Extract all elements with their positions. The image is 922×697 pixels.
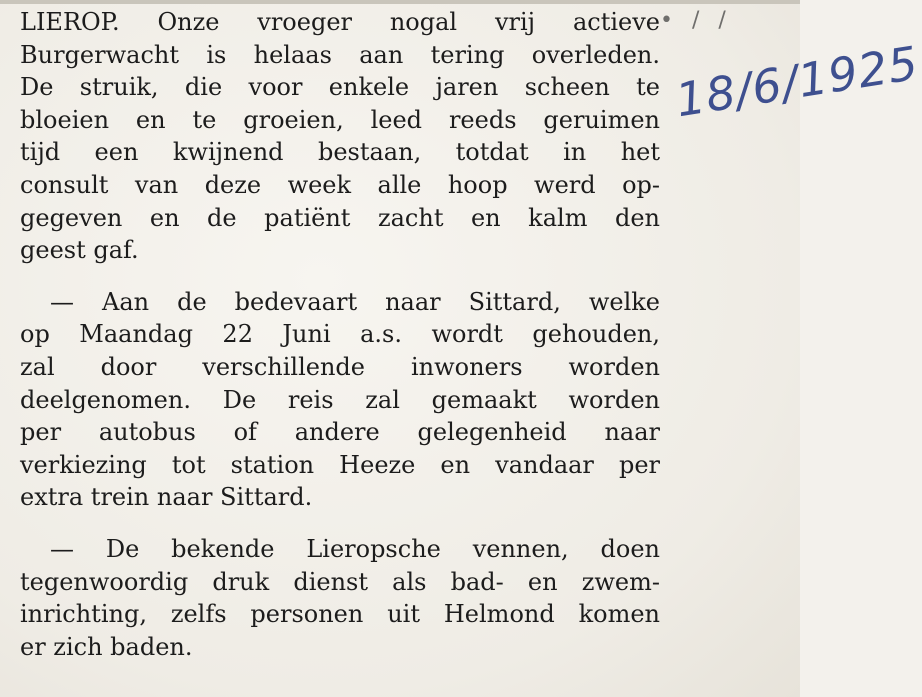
text-line: op Maandag 22 Juni a.s. wordt gehouden, [20,320,660,349]
text-line: per autobus of andere gelegenheid naar [20,418,660,447]
text-line: deelgenomen. De reis zal gemaakt worden [20,385,660,414]
text-line: geest gaf. [20,236,139,265]
text-line: De struik, die voor enkele jaren scheen te [20,73,660,102]
paragraph-bedevaart [20,286,660,514]
article-text [20,6,660,663]
text-line: zal door verschillende inwoners worden [20,352,660,381]
scan-edge [0,0,800,4]
text-line: verkiezing tot station Heeze en vandaar per [20,450,660,479]
text-line: Burgerwacht is helaas aan tering overleden. [20,40,660,69]
text-line: inrichting, zelfs personen uit Helmond komen [20,600,660,629]
text-line: — De bekende Lieropsche vennen, doen [50,534,660,563]
text-line: consult van deze week alle hoop werd op- [20,170,660,199]
text-line: extra trein naar Sittard. [20,483,313,512]
pen-mark: • / / [660,8,732,33]
text-line: bloeien en te groeien, leed reeds geruimen [20,105,660,134]
paragraph-burgerwacht [20,6,660,267]
text-line: LIEROP. Onze vroeger nogal vrij actieve [20,8,660,36]
text-line: tegenwoordig druk dienst als bad- en zwem- [20,567,660,596]
text-line: tijd een kwijnend bestaan, totdat in het [20,138,660,167]
paragraph-vennen [20,533,660,663]
text-line: er zich baden. [20,632,193,661]
handwritten-date: 18/6/1925 [672,35,922,128]
text-line: gegeven en de patiënt zacht en kalm den [20,203,660,232]
text-line: — Aan de bedevaart naar Sittard, welke [50,287,660,316]
